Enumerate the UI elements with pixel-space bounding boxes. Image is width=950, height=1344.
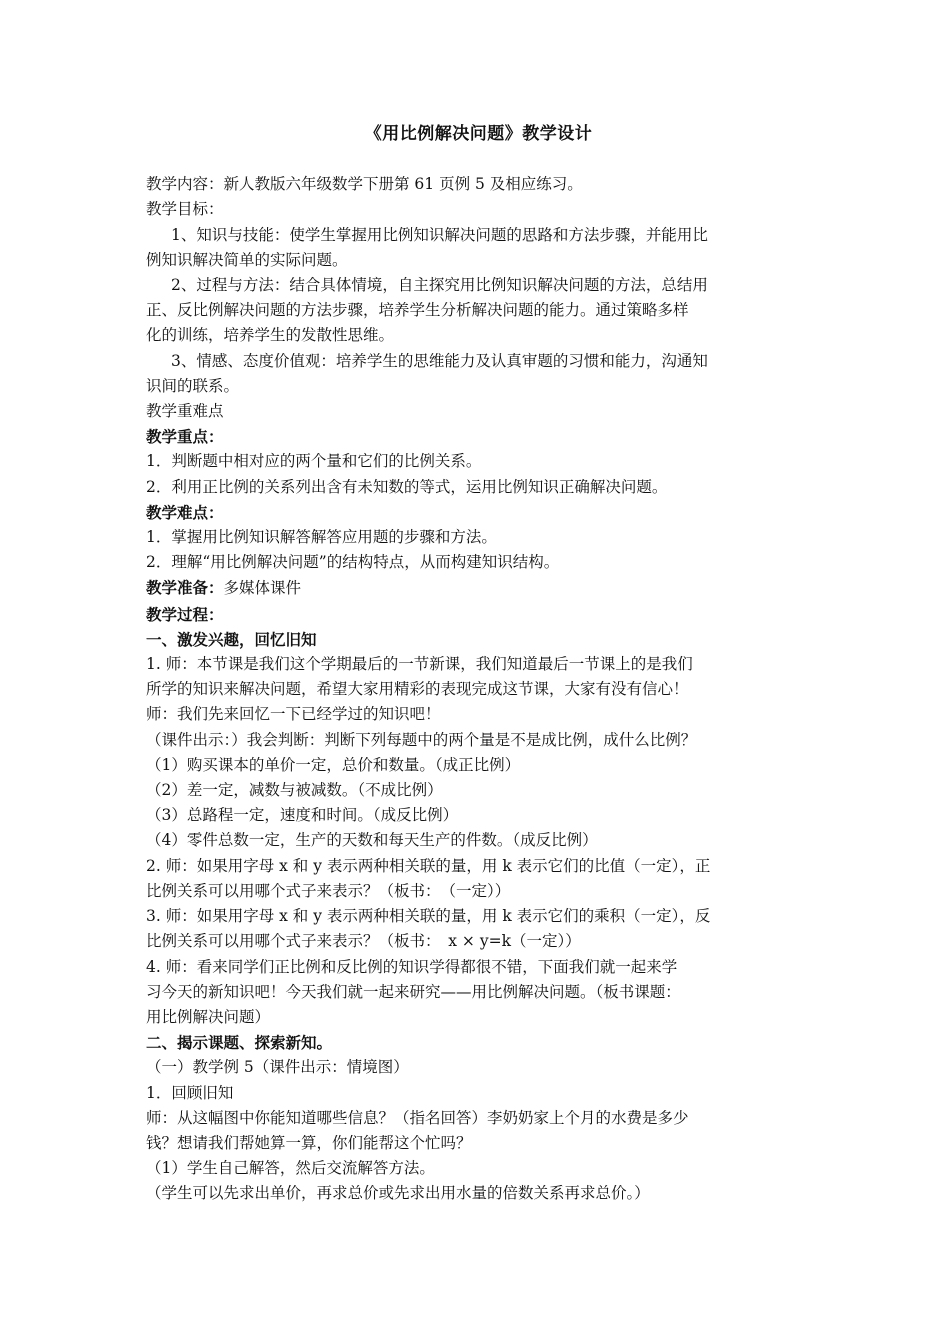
difficult-points-heading: 教学难点：: [146, 502, 224, 522]
judge-exercise-intro: （课件出示：）我会判断：判断下列每题中的两个量是不是成比例，成什么比例？: [146, 730, 697, 749]
document-page: [146, 122, 811, 1207]
step-4-line-1: 4. 师：看来同学们正比例和反比例的知识学得都很不错，下面我们就一起来学: [146, 957, 678, 976]
goal-2-line-1: 2、过程与方法：结合具体情境，自主探究用比例知识解决问题的方法，总结用: [171, 276, 708, 295]
goal-2-line-3: 化的训练，培养学生的发散性思维。: [146, 326, 395, 345]
step-1-line-3: 师：我们先来回忆一下已经学过的知识吧！: [146, 705, 441, 724]
judge-item-4: （4）零件总数一定，生产的天数和每天生产的件数。（成反比例）: [146, 831, 598, 850]
teaching-preparation-label: 教学准备：: [146, 578, 224, 598]
teaching-preparation-value: 多媒体课件: [223, 579, 302, 598]
step-1-line-2: 所学的知识来解决问题，希望大家用精彩的表现完成这节课，大家有没有信心！: [146, 680, 689, 699]
goal-2-line-2: 正、反比例解决问题的方法步骤，培养学生分析解决问题的能力。通过策略多样: [146, 301, 689, 320]
goal-1-line-2: 例知识解决简单的实际问题。: [146, 250, 348, 269]
teaching-process-heading: 教学过程：: [146, 604, 224, 624]
difficult-point-2: 2．理解“用比例解决问题”的结构特点，从而构建知识结构。: [146, 553, 560, 572]
step-2-line-1: 2. 师：如果用字母 x 和 y 表示两种相关联的量，用 k 表示它们的比值（一定），正: [146, 856, 711, 875]
key-points-heading: 教学重点：: [146, 427, 224, 447]
step-3-line-2: 比例关系可以用哪个式子来表示？（板书： x × y=k（一定））: [146, 932, 581, 951]
review-line-1: 师：从这幅图中你能知道哪些信息？（指名回答）李奶奶家上个月的水费是多少: [146, 1108, 689, 1127]
section-2-heading: 二、揭示课题、探索新知。: [146, 1033, 333, 1053]
judge-item-2: （2）差一定，减数与被减数。（不成比例）: [146, 781, 443, 800]
teaching-preparation: [146, 575, 811, 601]
goal-3-line-2: 识间的联系。: [146, 376, 240, 395]
step-4-line-2: 习今天的新知识吧！今天我们就一起来研究——用比例解决问题。（板书课题：: [146, 982, 681, 1001]
key-point-2: 2．利用正比例的关系列出含有未知数的等式，运用比例知识正确解决问题。: [146, 477, 668, 496]
example-5-heading: （一）教学例 5（课件出示：情境图）: [146, 1058, 409, 1077]
step-2-line-2: 比例关系可以用哪个式子来表示？（板书： （一定））: [146, 881, 511, 900]
review-heading: 1．回顾旧知: [146, 1083, 234, 1102]
section-1-heading: 一、激发兴趣，回忆旧知: [146, 629, 317, 649]
review-line-2: 钱？想请我们帮她算一算，你们能帮这个忙吗？: [146, 1133, 472, 1152]
teaching-content: 教学内容：新人教版六年级数学下册第 61 页例 5 及相应练习。: [146, 175, 583, 194]
key-difficult-points-label: 教学重难点: [146, 402, 224, 421]
step-3-line-1: 3. 师：如果用字母 x 和 y 表示两种相关联的量，用 k 表示它们的乘积（一定），反: [146, 907, 711, 926]
step-4-line-3: 用比例解决问题）: [146, 1007, 271, 1026]
step-1-line-1: 1. 师：本节课是我们这个学期最后的一节新课，我们知道最后一节课上的是我们: [146, 655, 693, 674]
teaching-goals-label: 教学目标：: [146, 200, 224, 219]
difficult-point-1: 1．掌握用比例知识解答解答应用题的步骤和方法。: [146, 528, 497, 547]
goal-1-line-1: 1、知识与技能：使学生掌握用比例知识解决问题的思路和方法步骤，并能用比: [171, 225, 708, 244]
goal-3-line-1: 3、情感、态度价值观：培养学生的思维能力及认真审题的习惯和能力，沟通知: [171, 351, 708, 370]
student-method-note: （学生可以先求出单价，再求总价或先求出用水量的倍数关系再求总价。）: [146, 1184, 650, 1203]
judge-item-3: （3）总路程一定，速度和时间。（成反比例）: [146, 806, 459, 825]
key-point-1: 1．判断题中相对应的两个量和它们的比例关系。: [146, 452, 482, 471]
judge-item-1: （1）购买课本的单价一定，总价和数量。（成正比例）: [146, 755, 521, 774]
document-title: 《用比例解决问题》教学设计: [364, 124, 593, 144]
student-solve-line: （1）学生自己解答，然后交流解答方法。: [146, 1159, 435, 1178]
